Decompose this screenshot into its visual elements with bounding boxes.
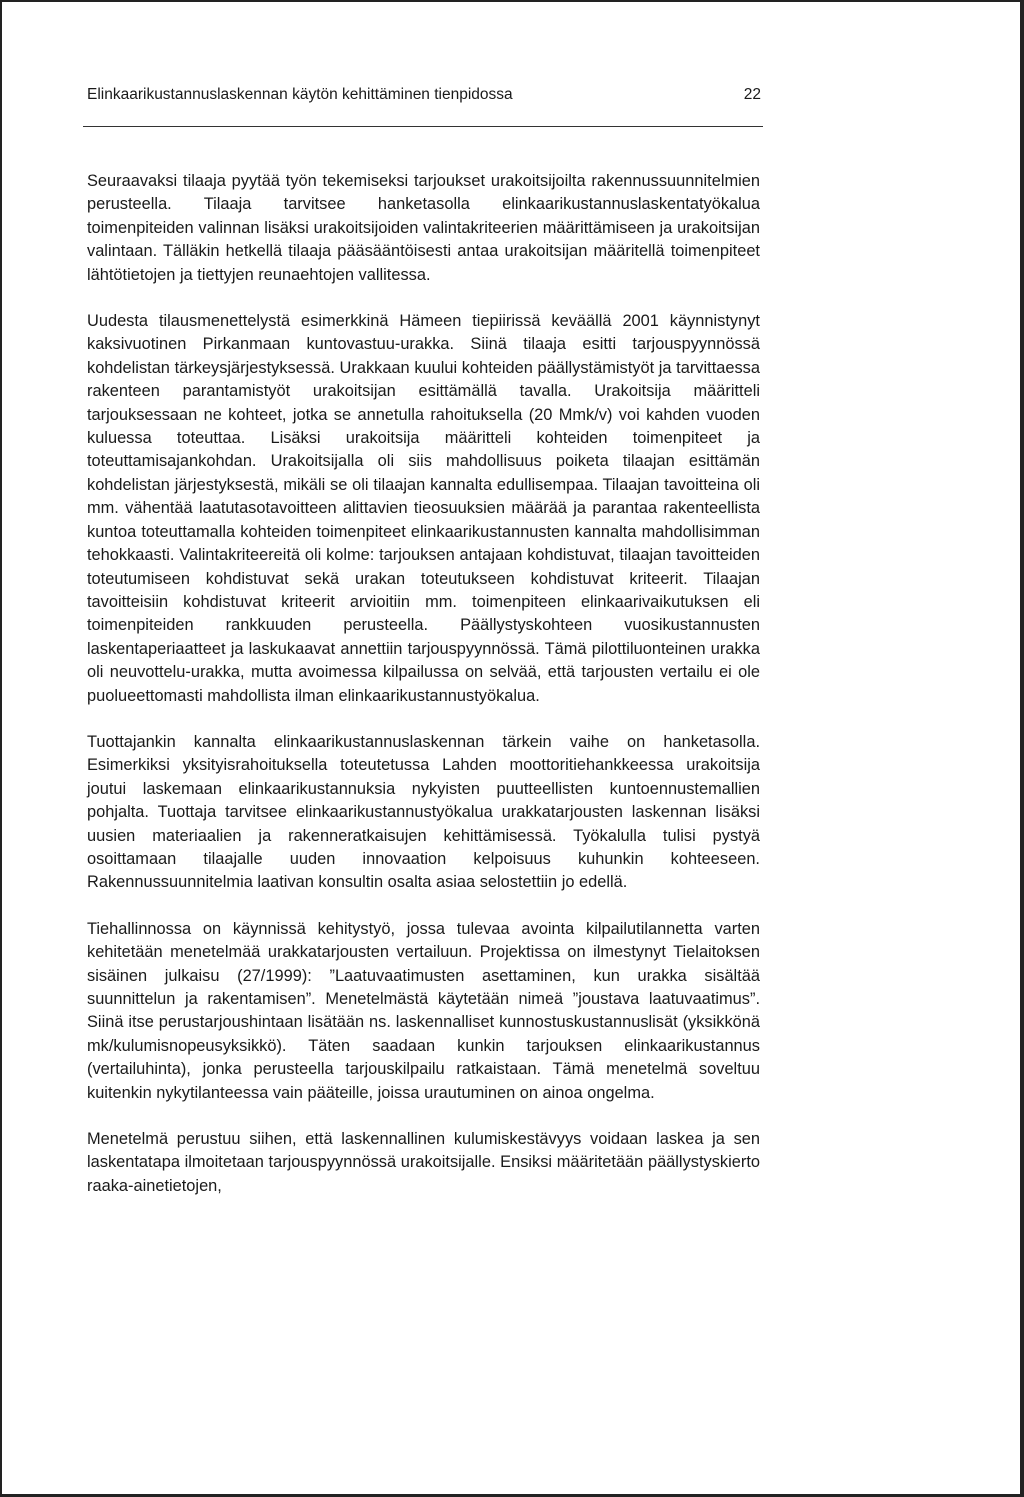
scan-border-right [1020,0,1024,1497]
running-header-title: Elinkaarikustannuslaskennan käytön kehittäminen tienpidossa [87,86,513,103]
paragraph: Tiehallinnossa on käynnissä kehitystyö, jossa tulevaa avointa kilpailutilannetta varten kehitetään menetelmää urakkatarjousten vertailuun. Projektissa on ilmestynyt Tielaitoksen sisäinen julkaisu (27/1999): ”Laatuvaatimusten asettaminen, kun urakka sisältää suunnittelun ja rakentamisen”. Menetelmästä käytetään nimeä ”joustava laatuvaatimus”. Siinä itse perustarjoushintaan lisätään ns. laskennalliset kunnostuskustannuslisät (yksikkönä mk/kulumisnopeusyksikkö). Täten saadaan kunkin tarjouksen elinkaarikustannus (vertailuhinta), jonka perusteella tarjouskilpailu ratkaistaan. Tämä menetelmä soveltuu kuitenkin nykytilanteessa vain pääteille, joissa urautuminen on ainoa ongelma. [87,919,760,1102]
header-rule [83,126,763,127]
scan-border-top [0,0,1024,2]
body-text [87,170,760,1198]
running-header [87,86,761,104]
paragraph: Uudesta tilausmenettelystä esimerkkinä Hämeen tiepiirissä keväällä 2001 käynnistynyt kaksivuotinen Pirkanmaan kuntovastuu-urakka. Siinä tilaaja esitti tarjouspyynnössä kohdelistan tärkeysjärjestyksessä. Urakkaan kuului kohteiden päällystämistyöt ja tarvittaessa rakenteen parantamistyöt urakoitsijan esittämällä tavalla. Urakoitsija määritteli tarjouksessaan ne kohteet, jotka se annetulla rahoituksella (20 Mmk/v) voi kahden vuoden kuluessa toteuttaa. Lisäksi urakoitsija määritteli kohteiden toimenpiteet ja toteuttamisajankohdan. Urakoitsijalla oli siis mahdollisuus poiketa tilaajan esittämän kohdelistan järjestyksestä, mikäli se oli tilaajan kannalta edullisempaa. Tilaajan tavoitteina oli mm. vähentää laatutasotavoitteen alittavien tieosuuksien määrää ja parantaa rakenteellista kuntoa toteuttamalla kohteiden toimenpiteet elinkaarikustannusten kannalta mahdollisimman tehokkaasti. Valintakriteereitä oli kolme: tarjouksen antajaan kohdistuvat, tilaajan tavoitteiden toteutumiseen kohdistuvat sekä urakan toteutukseen kohdistuvat kriteerit. Tilaajan tavoitteisiin kohdistuvat kriteerit arvioitiin mm. toimenpiteen elinkaarivaikutuksen eli toimenpiteiden rankkuuden perusteella. Päällystyskohteen vuosikustannusten laskentaperiaatteet ja laskukaavat annettiin tarjouspyynnössä. Tämä pilottiluonteinen urakka oli neuvottelu-urakka, mutta avoimessa kilpailussa on selvää, että tarjousten vertailu ei ole puolueettomasti mahdollista ilman elinkaarikustannustyökalua. [87,312,760,705]
paragraph: Seuraavaksi tilaaja pyytää työn tekemiseksi tarjoukset urakoitsijoilta rakennussuunnitelmien perusteella. Tilaaja tarvitsee hanketasolla elinkaarikustannuslaskentatyökalua toimenpiteiden valinnan lisäksi urakoitsijoiden valintakriteerien määrittämiseen ja urakoitsijan valintaan. Tälläkin hetkellä tilaaja pääsääntöisesti antaa urakoitsijan määritellä toimenpiteet lähtötietojen ja tiettyjen reunaehtojen vallitessa. [87,172,760,284]
paragraph: Menetelmä perustuu siihen, että laskennallinen kulumiskestävyys voidaan laskea ja sen laskentatapa ilmoitetaan tarjouspyynnössä urakoitsijalle. Ensiksi määritetään päällystyskierto raaka-ainetietojen, [87,1130,760,1195]
paragraph: Tuottajankin kannalta elinkaarikustannuslaskennan tärkein vaihe on hanketasolla. Esimerkiksi yksityisrahoituksella toteutetussa Lahden moottoritiehankkeessa urakoitsija joutui laskemaan elinkaarikustannuksia nykyisten puutteellisten kuntoennustemallien pohjalta. Tuottaja tarvitsee elinkaarikustannustyökalua urakkatarjousten laskennan lisäksi uusien materiaalien ja rakenneratkaisujen kehittämisessä. Työkalulla tulisi pystyä osoittamaan tilaajalle uuden innovaation kelpoisuus kuhunkin kohteeseen. Rakennussuunnitelmia laativan konsultin osalta asiaa selostettiin jo edellä. [87,732,760,892]
page-number: 22 [743,86,761,103]
scan-border-left [0,0,2,1497]
